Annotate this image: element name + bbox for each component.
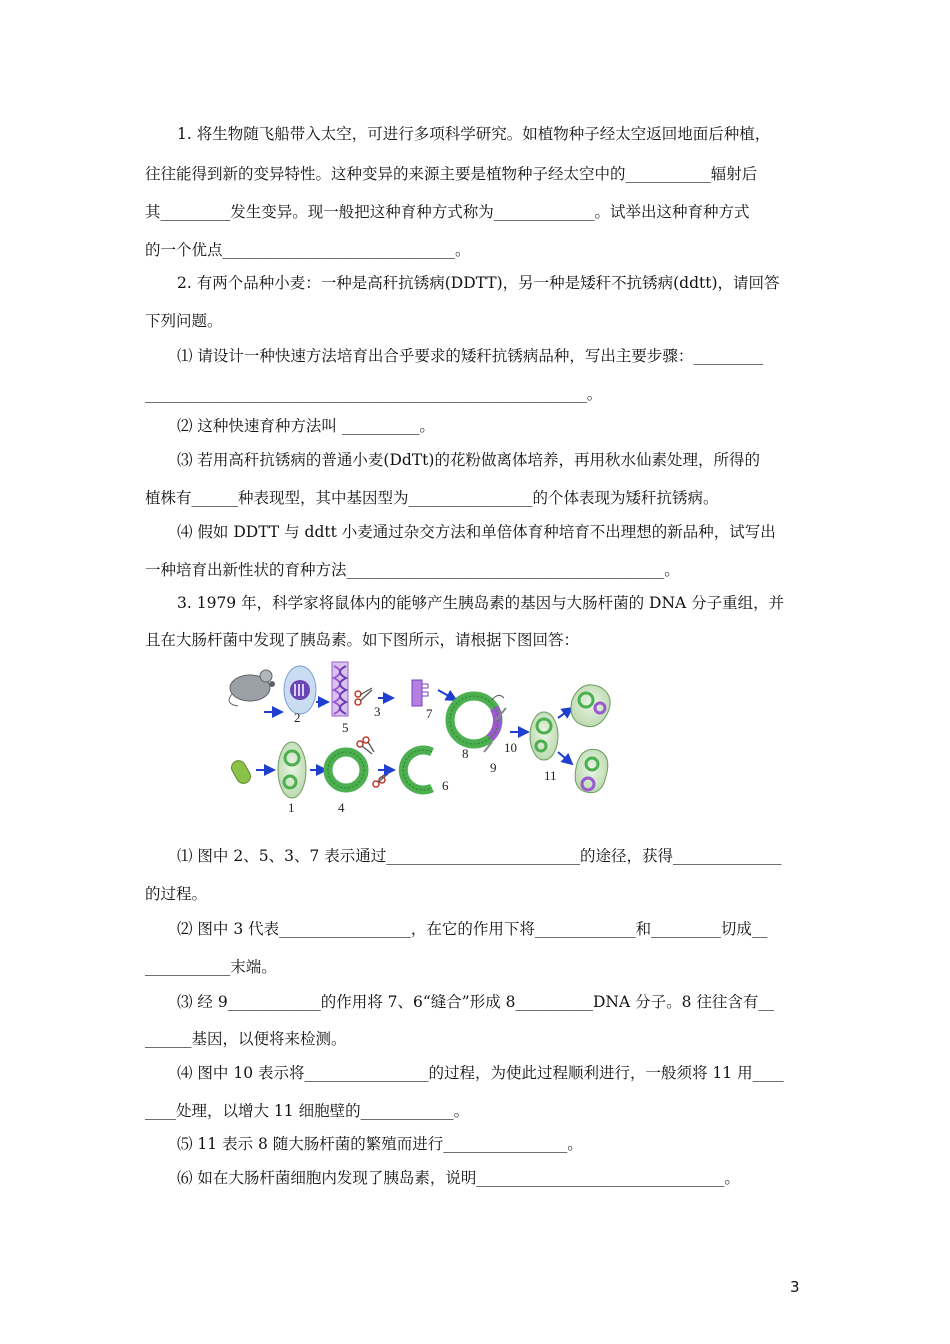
q2-sub4-line-2: 一种培育出新性状的育种方法_________________________________________。 [145, 561, 680, 579]
figure-label-7: 7 [426, 706, 433, 721]
q3-sub2-line-1: ⑵ 图中 3 代表_________________，在它的作用下将_____________和_________切成__ [177, 920, 768, 938]
q2-line-2: 下列问题。 [145, 312, 223, 330]
q1-line-1: 1. 将生物随飞船带入太空，可进行多项科学研究。如植物种子经太空返回地面后种植， [177, 125, 771, 143]
q1-line-3: 其_________发生变异。现一般把这种育种方式称为_____________。试举出这种育种方式 [145, 203, 750, 221]
mouse-icon [229, 670, 275, 706]
page-number: 3 [790, 1278, 800, 1296]
q1-line-4: 的一个优点______________________________。 [145, 241, 471, 259]
q3-sub6: ⑹ 如在大肠杆菌细胞内发现了胰岛素，说明________________________________。 [177, 1169, 740, 1187]
figure-label-5: 5 [342, 720, 349, 735]
bacterium-cell-11b-icon [575, 749, 608, 792]
figure-label-10: 10 [504, 740, 517, 755]
q3-sub1-line-1: ⑴ 图中 2、5、3、7 表示通过_________________________的途径，获得______________ [177, 847, 782, 865]
opened-plasmid-6-icon [403, 750, 432, 790]
q2-sub1-line-2: _________________________________________________________。 [145, 385, 603, 403]
bacterium-cell-1-icon [278, 742, 306, 798]
scissors-icon [355, 688, 372, 705]
bacterium-cell-10-icon [530, 712, 558, 760]
bacterium-icon [229, 758, 253, 786]
recombinant-dna-figure [228, 660, 628, 820]
q3-sub3-line-1: ⑶ 经 9____________的作用将 7、6“缝合”形成 8__________DNA 分子。8 往往含有__ [177, 993, 774, 1011]
q2-sub3-line-1: ⑶ 若用高秆抗锈病的普通小麦(DdTt)的花粉做离体培养，再用秋水仙素处理，所得的 [177, 451, 760, 469]
figure-label-2: 2 [294, 710, 301, 725]
q2-line-1: 2. 有两个品种小麦：一种是高秆抗锈病(DDTT)，另一种是矮秆不抗锈病(ddtt)，请回答 [177, 274, 780, 292]
q3-sub5: ⑸ 11 表示 8 随大肠杆菌的繁殖而进行________________。 [177, 1135, 583, 1153]
q3-sub4-line-2: ____处理，以增大 11 细胞壁的____________。 [145, 1102, 470, 1120]
q3-sub4-line-1: ⑷ 图中 10 表示将________________的过程，为使此过程顺利进行，一般须将 11 用____ [177, 1064, 784, 1082]
figure-label-3: 3 [374, 704, 381, 719]
figure-label-4: 4 [338, 800, 345, 815]
q2-sub4-line-1: ⑷ 假如 DDTT 与 ddtt 小麦通过杂交方法和单倍体育种培育不出理想的新品种，试写出 [177, 523, 776, 541]
q3-line-1: 3. 1979 年，科学家将鼠体内的能够产生胰岛素的基因与大肠杆菌的 DNA 分子重组，并 [177, 594, 785, 612]
q3-sub3-line-2: ______基因，以便将来检测。 [145, 1030, 347, 1048]
dna-helix-icon [332, 662, 348, 716]
mouse-cell-nucleus-icon [284, 666, 316, 714]
q3-sub1-line-2: 的过程。 [145, 885, 208, 903]
q2-sub3-line-2: 植株有______种表现型，其中基因型为________________的个体表现为矮秆抗锈病。 [145, 489, 719, 507]
figure-label-9: 9 [490, 760, 497, 775]
plasmid-4-icon [328, 752, 364, 788]
figure-label-6: 6 [442, 778, 449, 793]
q2-sub2: ⑵ 这种快速育种方法叫 __________。 [177, 417, 435, 435]
q2-sub1-line-1: ⑴ 请设计一种快速方法培育出合乎要求的矮秆抗锈病品种，写出主要步骤：_________ [177, 347, 764, 365]
recombinant-plasmid-icon [450, 696, 498, 744]
gene-fragment-icon [412, 680, 428, 706]
bacterium-cell-11a-icon [571, 685, 610, 727]
figure-label-8: 8 [462, 746, 469, 761]
figure-label-11: 11 [544, 768, 557, 783]
q3-sub2-line-2: ___________末端。 [145, 958, 277, 976]
figure-label-1: 1 [288, 800, 295, 815]
q3-line-2: 且在大肠杆菌中发现了胰岛素。如下图所示，请根据下图回答： [145, 631, 580, 649]
q1-line-2: 往往能得到新的变异特性。这种变异的来源主要是植物种子经太空中的___________辐射后 [145, 165, 758, 183]
